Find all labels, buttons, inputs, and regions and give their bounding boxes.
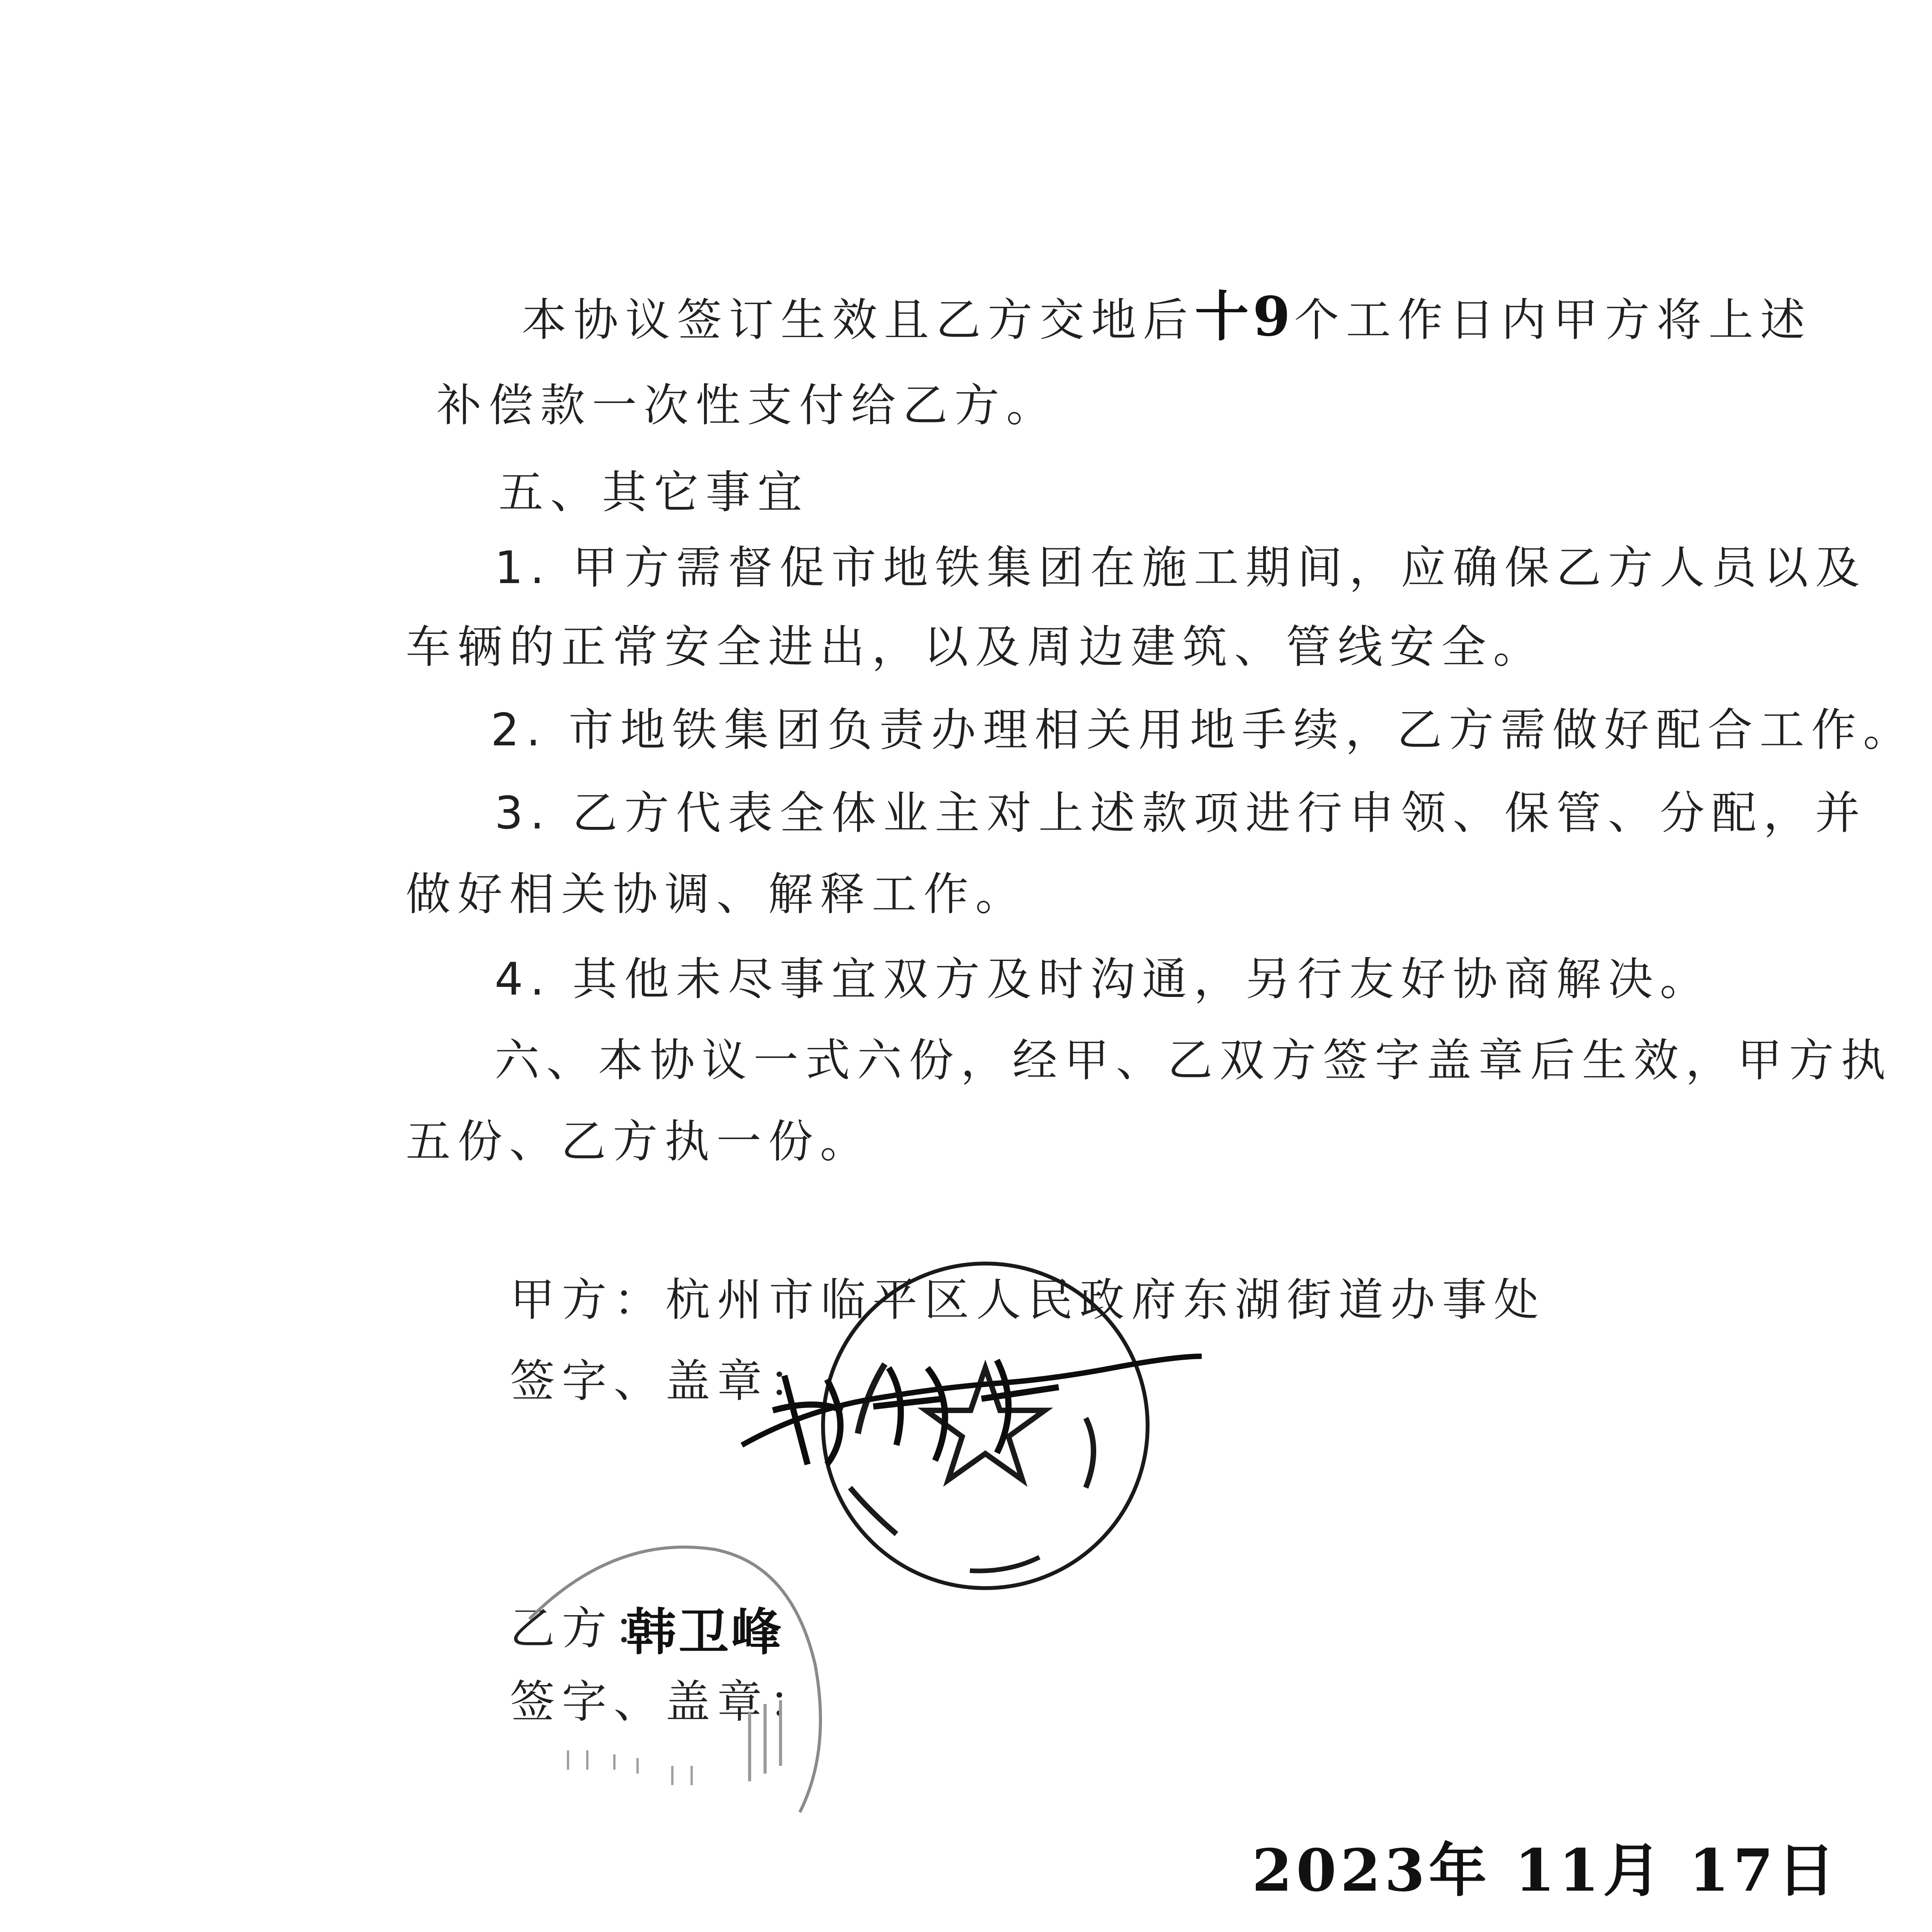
item-1-line-1: 1. 甲方需督促市地铁集团在施工期间，应确保乙方人员以及	[495, 542, 1867, 594]
signing-date: 2023年 11月 17日	[1252, 1837, 1839, 1905]
party-b-signature: 韩卫峰	[626, 1602, 784, 1662]
section-6-line-2: 五份、乙方执一份。	[406, 1116, 872, 1168]
paragraph-1-line-2: 补偿款一次性支付给乙方。	[437, 379, 1058, 432]
party-a-sign-label: 签字、盖章：	[510, 1355, 821, 1407]
p1-line1-post: 个工作日内甲方将上述	[1294, 294, 1812, 346]
section-5-heading: 五、其它事宜	[498, 466, 809, 519]
handwritten-days: 十9	[1195, 285, 1294, 349]
party-a-signature-scribble	[726, 1283, 1213, 1484]
partial-seal-stamp	[498, 1519, 846, 1866]
section-6-line-1: 六、本协议一式六份，经甲、乙双方签字盖章后生效，甲方执	[495, 1034, 1893, 1087]
item-1-line-2: 车辆的正常安全进出，以及周边建筑、管线安全。	[406, 621, 1545, 673]
item-3-line-2: 做好相关协调、解释工作。	[406, 868, 1027, 920]
party-b-label: 乙方：	[510, 1602, 665, 1655]
party-a-label: 甲方：杭州市临平区人民政府东湖街道办事处	[510, 1274, 1546, 1326]
item-2: 2. 市地铁集团负责办理相关用地手续，乙方需做好配合工作。	[491, 704, 1915, 756]
party-b-sign-label: 签字、盖章：	[510, 1676, 821, 1728]
item-3-line-1: 3. 乙方代表全体业主对上述款项进行申领、保管、分配，并	[495, 787, 1867, 839]
p1-line1-pre: 本协议签订生效且乙方交地后	[522, 294, 1195, 346]
paragraph-1-line-1	[522, 285, 1812, 349]
item-4: 4. 其他未尽事宜双方及时沟通，另行友好协商解决。	[495, 953, 1712, 1005]
